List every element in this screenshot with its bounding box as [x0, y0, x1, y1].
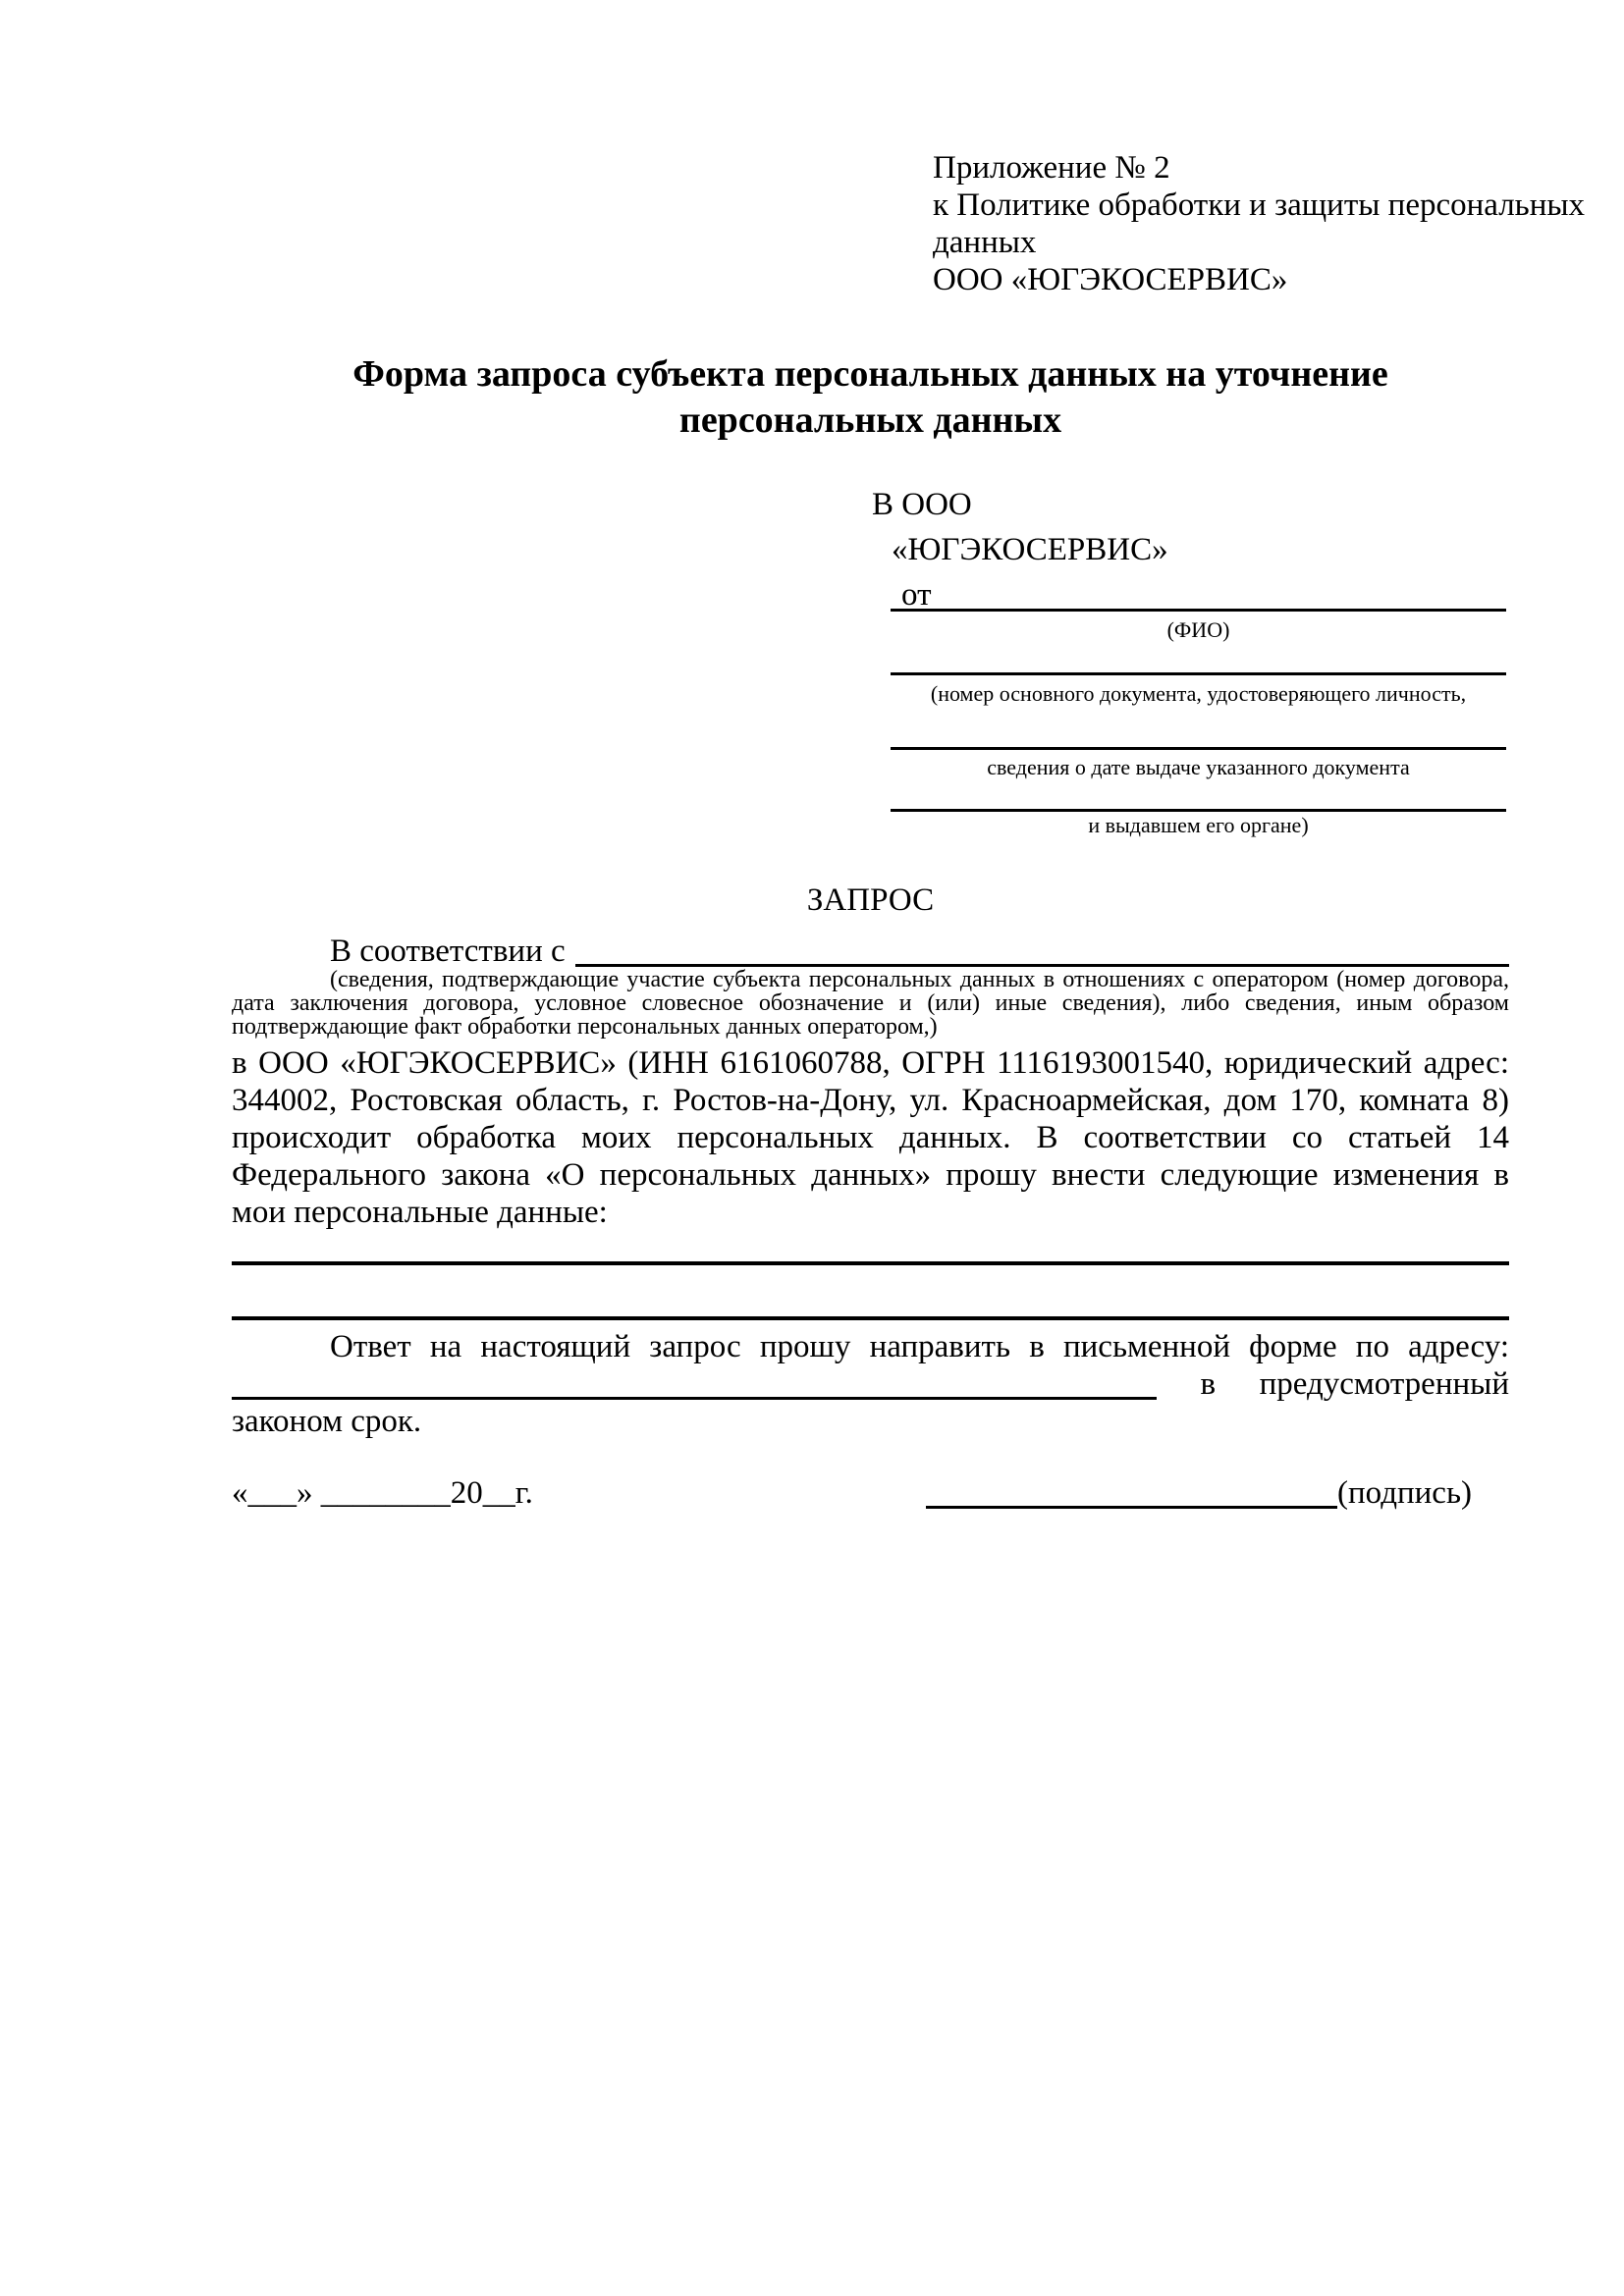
doc-number-blank-line [891, 672, 1506, 675]
footnote-text: (сведения, подтверждающие участие субъекта персональных данных в отношениях с оператором (номер договора, дата заключения договора, условное словесное обозначение и (или) иные сведения), либо сведения, иным образом подтверждающие факт обработки персональных данных оператором,) [232, 967, 1509, 1040]
doc-number-caption: (номер основного документа, удостоверяющего личность, [930, 681, 1467, 706]
signature-date-line: «___» ________20__г. [232, 1475, 533, 1511]
attachment-number: Приложение № 2 [933, 150, 1170, 186]
doc-issuer-blank-line [891, 809, 1506, 812]
doc-date-caption: сведения о дате выдаче указанного документа [987, 755, 1410, 779]
page-title [232, 351, 1509, 444]
changes-blank-line-2 [232, 1316, 1509, 1320]
reply-address-blank-line [232, 1397, 1157, 1400]
attachment-company: ООО «ЮГЭКОСЕРВИС» [933, 262, 1288, 297]
addressee-to-line-1: В ООО [872, 487, 972, 522]
page-title-line-2: персональных данных [678, 400, 1062, 441]
reply-filler-word: в [1200, 1366, 1217, 1402]
addressee-from-label: от [901, 577, 932, 613]
signature-blank-line [926, 1506, 1337, 1509]
signature-area [926, 1474, 1472, 1512]
fio-blank-line [891, 609, 1506, 612]
reply-term-word: предусмотренный [1259, 1366, 1509, 1402]
doc-date-blank-line [891, 747, 1506, 750]
intro-row [330, 933, 1509, 970]
changes-blank-line-1 [232, 1261, 1509, 1265]
reply-address-row [232, 1365, 1509, 1403]
intro-text: В соответствии с [330, 934, 566, 969]
attachment-header [933, 149, 1586, 298]
request-body-paragraph: в ООО «ЮГЭКОСЕРВИС» (ИНН 6161060788, ОГРН 1116193001540, юридический адрес: 344002, Ростовская область, г. Ростов-на-Дону, ул. Красноармейская, дом 170, комната 8) происходит обработка моих персональных данных. В соответствии со статьей 14 Федерального закона «О персональных данных» прошу внести следующие изменения в мои персональные данные: [232, 1045, 1509, 1230]
request-heading: ЗАПРОС [806, 882, 935, 918]
page-title-line-1: Форма запроса субъекта персональных данных на уточнение [352, 353, 1388, 395]
doc-issuer-caption: и выдавшем его органе) [1088, 813, 1309, 837]
signature-label: (подпись) [1337, 1475, 1472, 1511]
attachment-policy-ref-2: данных [933, 225, 1037, 260]
reply-closing: законом срок. [232, 1404, 422, 1439]
attachment-policy-ref: к Политике обработки и защиты персональных [933, 187, 1586, 223]
addressee-to-line-2: «ЮГЭКОСЕРВИС» [892, 532, 1168, 567]
reply-sentence: Ответ на настоящий запрос прошу направить в письменной форме по адресу: [330, 1329, 1509, 1364]
fio-caption: (ФИО) [1166, 617, 1230, 642]
